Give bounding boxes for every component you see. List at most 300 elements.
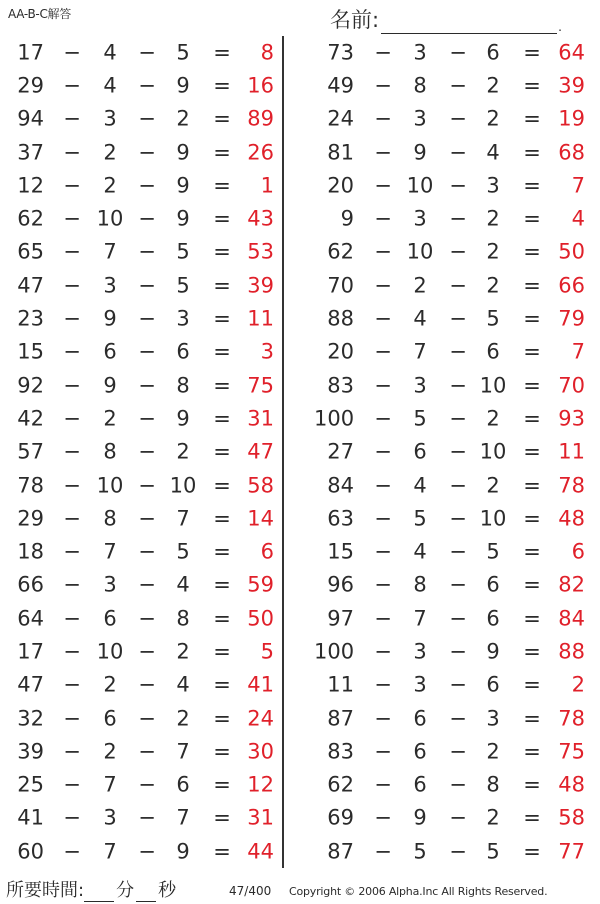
minus-sign: − (63, 239, 81, 264)
minus-sign: − (63, 273, 81, 298)
minuend: 47 (17, 273, 44, 298)
minus-sign: − (63, 173, 81, 198)
minus-sign: − (374, 473, 392, 497)
subtrahend-2: 6 (486, 40, 500, 65)
minus-sign: − (138, 739, 156, 764)
answer: 24 (247, 706, 274, 731)
answer: 50 (558, 239, 585, 264)
equals-sign: = (523, 706, 541, 731)
minuend: 62 (327, 772, 354, 797)
equals-sign: = (213, 306, 231, 331)
minus-sign: − (63, 839, 81, 864)
minus-sign: − (138, 373, 156, 398)
equals-sign: = (523, 140, 541, 165)
minus-sign: − (138, 439, 156, 464)
subtrahend-1: 4 (103, 73, 117, 98)
problem-row (300, 402, 600, 435)
problem-row (0, 69, 282, 102)
answer: 77 (558, 839, 585, 864)
problem-row (300, 436, 600, 469)
problem-row (300, 835, 600, 868)
problem-row (0, 535, 282, 568)
minuend: 100 (314, 406, 355, 431)
equals-sign: = (213, 672, 231, 697)
answer: 64 (558, 40, 585, 65)
minuend: 29 (17, 506, 44, 531)
minuend: 17 (17, 40, 44, 65)
subtrahend-1: 9 (103, 306, 117, 331)
minus-sign: − (374, 140, 392, 165)
subtrahend-2: 5 (486, 539, 500, 564)
subtrahend-1: 2 (413, 273, 427, 298)
minuend: 15 (327, 539, 354, 564)
subtrahend-1: 4 (413, 473, 427, 497)
equals-sign: = (213, 73, 231, 98)
minus-sign: − (63, 140, 81, 165)
minus-sign: − (63, 672, 81, 697)
problem-row (300, 136, 600, 169)
subtrahend-1: 3 (413, 40, 427, 65)
answer: 93 (558, 406, 585, 431)
equals-sign: = (213, 239, 231, 264)
subtrahend-1: 3 (103, 273, 117, 298)
answer: 2 (571, 672, 585, 697)
problem-row (300, 702, 600, 735)
subtrahend-1: 4 (103, 40, 117, 65)
answer: 39 (247, 273, 274, 298)
seconds-unit: 秒 (158, 880, 177, 901)
problem-row (300, 269, 600, 302)
minuend: 66 (17, 572, 44, 597)
equals-sign: = (523, 406, 541, 431)
minuend: 73 (327, 40, 354, 65)
minus-sign: − (138, 273, 156, 298)
subtrahend-1: 3 (103, 106, 117, 131)
minuend: 64 (17, 606, 44, 631)
subtrahend-2: 6 (486, 672, 500, 697)
equals-sign: = (213, 506, 231, 531)
minus-sign: − (449, 140, 467, 165)
subtrahend-1: 3 (413, 106, 427, 131)
problem-row (0, 569, 282, 602)
equals-sign: = (523, 339, 541, 364)
minus-sign: − (374, 706, 392, 731)
minus-sign: − (138, 239, 156, 264)
minus-sign: − (374, 506, 392, 531)
problem-row (300, 336, 600, 369)
minuend: 83 (327, 739, 354, 764)
answer: 89 (247, 106, 274, 131)
equals-sign: = (213, 439, 231, 464)
problem-row (300, 669, 600, 702)
subtrahend-2: 10 (479, 506, 507, 531)
column-divider (282, 36, 284, 868)
answer: 11 (247, 306, 274, 331)
equals-sign: = (523, 473, 541, 497)
minus-sign: − (374, 40, 392, 65)
answer: 47 (247, 439, 274, 464)
problem-row (0, 136, 282, 169)
subtrahend-1: 5 (413, 839, 427, 864)
equals-sign: = (213, 473, 231, 497)
problem-row (0, 702, 282, 735)
minus-sign: − (449, 839, 467, 864)
subtrahend-1: 10 (96, 473, 124, 497)
problem-row (300, 302, 600, 335)
equals-sign: = (213, 539, 231, 564)
minus-sign: − (63, 606, 81, 631)
minus-sign: − (449, 506, 467, 531)
minus-sign: − (449, 572, 467, 597)
minus-sign: − (449, 106, 467, 131)
subtrahend-2: 5 (486, 839, 500, 864)
equals-sign: = (523, 73, 541, 98)
subtrahend-2: 9 (176, 406, 190, 431)
subtrahend-2: 3 (486, 706, 500, 731)
subtrahend-1: 7 (103, 772, 117, 797)
equals-sign: = (523, 639, 541, 664)
right-problem-column (300, 36, 600, 868)
seconds-blank (136, 883, 156, 902)
minus-sign: − (374, 173, 392, 198)
minus-sign: − (138, 639, 156, 664)
minuend: 32 (17, 706, 44, 731)
subtrahend-1: 2 (103, 672, 117, 697)
subtrahend-1: 6 (103, 606, 117, 631)
subtrahend-2: 10 (169, 473, 197, 497)
subtrahend-2: 2 (486, 106, 500, 131)
subtrahend-2: 7 (176, 739, 190, 764)
subtrahend-1: 6 (413, 739, 427, 764)
equals-sign: = (213, 106, 231, 131)
problem-row (0, 802, 282, 835)
minus-sign: − (138, 706, 156, 731)
minuend: 62 (17, 206, 44, 231)
answer: 59 (247, 572, 274, 597)
minus-sign: − (138, 606, 156, 631)
answer: 75 (247, 373, 274, 398)
subtrahend-1: 2 (103, 406, 117, 431)
minuend: 42 (17, 406, 44, 431)
minus-sign: − (449, 173, 467, 198)
subtrahend-2: 2 (176, 639, 190, 664)
problem-row (300, 735, 600, 768)
minus-sign: − (374, 805, 392, 830)
minus-sign: − (374, 839, 392, 864)
equals-sign: = (523, 439, 541, 464)
minus-sign: − (138, 539, 156, 564)
answer: 78 (558, 706, 585, 731)
subtrahend-1: 8 (413, 73, 427, 98)
minus-sign: − (449, 439, 467, 464)
subtrahend-2: 2 (486, 473, 500, 497)
problem-row (0, 302, 282, 335)
minuend: 24 (327, 106, 354, 131)
minus-sign: − (449, 40, 467, 65)
minuend: 62 (327, 239, 354, 264)
equals-sign: = (213, 805, 231, 830)
minus-sign: − (449, 239, 467, 264)
subtrahend-1: 2 (103, 140, 117, 165)
minus-sign: − (374, 406, 392, 431)
subtrahend-1: 10 (96, 206, 124, 231)
minus-sign: − (449, 739, 467, 764)
minus-sign: − (449, 639, 467, 664)
equals-sign: = (213, 373, 231, 398)
answer: 7 (571, 339, 585, 364)
equals-sign: = (213, 739, 231, 764)
answer: 41 (247, 672, 274, 697)
subtrahend-1: 4 (413, 306, 427, 331)
subtrahend-1: 3 (413, 206, 427, 231)
subtrahend-2: 8 (176, 606, 190, 631)
problem-row (300, 69, 600, 102)
subtrahend-1: 3 (413, 373, 427, 398)
equals-sign: = (213, 339, 231, 364)
minuend: 96 (327, 572, 354, 597)
minuend: 47 (17, 672, 44, 697)
subtrahend-2: 2 (486, 739, 500, 764)
answer: 6 (260, 539, 274, 564)
subtrahend-2: 9 (176, 140, 190, 165)
answer: 75 (558, 739, 585, 764)
problem-row (300, 635, 600, 668)
minus-sign: − (138, 106, 156, 131)
answer: 78 (558, 473, 585, 497)
minus-sign: − (138, 206, 156, 231)
answer: 53 (247, 239, 274, 264)
problem-row (0, 602, 282, 635)
minus-sign: − (63, 473, 81, 497)
problem-row (0, 835, 282, 868)
minus-sign: − (138, 506, 156, 531)
answer: 12 (247, 772, 274, 797)
equals-sign: = (213, 572, 231, 597)
minuend: 63 (327, 506, 354, 531)
minuend: 92 (17, 373, 44, 398)
minus-sign: − (63, 772, 81, 797)
subtrahend-1: 8 (103, 506, 117, 531)
time-label: 所要時間: (6, 880, 85, 901)
subtrahend-2: 2 (176, 106, 190, 131)
name-field-line (381, 15, 557, 34)
minuend: 70 (327, 273, 354, 298)
minus-sign: − (63, 639, 81, 664)
problem-row (0, 769, 282, 802)
minuend: 87 (327, 706, 354, 731)
answer: 3 (260, 339, 274, 364)
subtrahend-1: 2 (103, 739, 117, 764)
subtrahend-2: 6 (486, 339, 500, 364)
problem-row (0, 169, 282, 202)
minus-sign: − (449, 339, 467, 364)
equals-sign: = (213, 839, 231, 864)
answer: 26 (247, 140, 274, 165)
name-dot: . (558, 20, 562, 34)
subtrahend-2: 4 (176, 572, 190, 597)
equals-sign: = (213, 772, 231, 797)
subtrahend-1: 6 (413, 439, 427, 464)
equals-sign: = (523, 672, 541, 697)
subtrahend-2: 10 (479, 439, 507, 464)
minus-sign: − (63, 572, 81, 597)
equals-sign: = (523, 273, 541, 298)
answer: 70 (558, 373, 585, 398)
subtrahend-1: 9 (413, 805, 427, 830)
minus-sign: − (63, 739, 81, 764)
answer: 84 (558, 606, 585, 631)
subtrahend-2: 3 (486, 173, 500, 198)
minutes-blank (84, 883, 114, 902)
subtrahend-1: 10 (96, 639, 124, 664)
minuend: 94 (17, 106, 44, 131)
minuend: 78 (17, 473, 44, 497)
minuend: 23 (17, 306, 44, 331)
problem-row (300, 502, 600, 535)
subtrahend-2: 9 (486, 639, 500, 664)
minus-sign: − (449, 772, 467, 797)
minuend: 84 (327, 473, 354, 497)
problem-row (0, 469, 282, 502)
subtrahend-2: 7 (176, 506, 190, 531)
minus-sign: − (374, 439, 392, 464)
answer: 8 (260, 40, 274, 65)
minus-sign: − (138, 672, 156, 697)
minuend: 88 (327, 306, 354, 331)
minuend: 60 (17, 839, 44, 864)
equals-sign: = (523, 106, 541, 131)
answer: 50 (247, 606, 274, 631)
problem-row (0, 36, 282, 69)
answer: 5 (260, 639, 274, 664)
answer: 7 (571, 173, 585, 198)
equals-sign: = (523, 506, 541, 531)
minus-sign: − (449, 805, 467, 830)
answer: 82 (558, 572, 585, 597)
minus-sign: − (63, 805, 81, 830)
problem-row (300, 769, 600, 802)
subtrahend-2: 10 (479, 373, 507, 398)
time-required (6, 876, 178, 902)
minus-sign: − (63, 373, 81, 398)
minus-sign: − (374, 206, 392, 231)
minus-sign: − (63, 406, 81, 431)
answer: 39 (558, 73, 585, 98)
minuend: 87 (327, 839, 354, 864)
subtrahend-1: 9 (103, 373, 117, 398)
minus-sign: − (138, 572, 156, 597)
problem-row (0, 236, 282, 269)
minus-sign: − (63, 306, 81, 331)
subtrahend-1: 3 (103, 572, 117, 597)
problem-row (0, 502, 282, 535)
minuend: 39 (17, 739, 44, 764)
minus-sign: − (138, 339, 156, 364)
left-problem-column (0, 36, 282, 868)
subtrahend-1: 7 (103, 839, 117, 864)
equals-sign: = (523, 173, 541, 198)
answer: 16 (247, 73, 274, 98)
equals-sign: = (213, 206, 231, 231)
answer: 4 (571, 206, 585, 231)
minuend: 17 (17, 639, 44, 664)
minuend: 11 (327, 672, 354, 697)
problem-row (0, 202, 282, 235)
minus-sign: − (138, 173, 156, 198)
subtrahend-2: 2 (486, 406, 500, 431)
subtrahend-2: 2 (486, 73, 500, 98)
equals-sign: = (213, 40, 231, 65)
minus-sign: − (138, 473, 156, 497)
subtrahend-1: 6 (413, 772, 427, 797)
copyright-notice: Copyright © 2006 Alpha.Inc All Rights Reserved. (289, 885, 548, 898)
minus-sign: − (449, 406, 467, 431)
subtrahend-2: 8 (176, 373, 190, 398)
answer: 48 (558, 772, 585, 797)
subtrahend-1: 7 (103, 239, 117, 264)
minuend: 27 (327, 439, 354, 464)
subtrahend-1: 9 (413, 140, 427, 165)
subtrahend-2: 6 (176, 772, 190, 797)
problem-row (0, 635, 282, 668)
subtrahend-2: 8 (486, 772, 500, 797)
subtrahend-1: 7 (103, 539, 117, 564)
problem-row (0, 436, 282, 469)
subtrahend-2: 9 (176, 206, 190, 231)
minus-sign: − (374, 739, 392, 764)
subtrahend-2: 9 (176, 839, 190, 864)
problem-row (0, 402, 282, 435)
minus-sign: − (138, 40, 156, 65)
subtrahend-2: 5 (176, 273, 190, 298)
problem-row (300, 36, 600, 69)
answer: 11 (558, 439, 585, 464)
subtrahend-2: 5 (176, 539, 190, 564)
minus-sign: − (374, 606, 392, 631)
equals-sign: = (523, 572, 541, 597)
minus-sign: − (449, 373, 467, 398)
equals-sign: = (523, 539, 541, 564)
minuend: 20 (327, 173, 354, 198)
equals-sign: = (523, 839, 541, 864)
answer: 88 (558, 639, 585, 664)
equals-sign: = (213, 406, 231, 431)
minuend: 15 (17, 339, 44, 364)
subtrahend-2: 9 (176, 173, 190, 198)
problem-row (300, 602, 600, 635)
minus-sign: − (374, 306, 392, 331)
minuend: 83 (327, 373, 354, 398)
minus-sign: − (138, 406, 156, 431)
problem-row (0, 336, 282, 369)
minus-sign: − (63, 106, 81, 131)
equals-sign: = (213, 140, 231, 165)
minus-sign: − (449, 606, 467, 631)
minus-sign: − (63, 73, 81, 98)
subtrahend-2: 4 (486, 140, 500, 165)
problem-row (300, 802, 600, 835)
equals-sign: = (213, 639, 231, 664)
problem-row (300, 202, 600, 235)
subtrahend-1: 6 (103, 706, 117, 731)
minuend: 37 (17, 140, 44, 165)
subtrahend-1: 5 (413, 506, 427, 531)
subtrahend-1: 2 (103, 173, 117, 198)
minuend: 65 (17, 239, 44, 264)
subtrahend-1: 3 (413, 672, 427, 697)
minus-sign: − (449, 706, 467, 731)
equals-sign: = (523, 206, 541, 231)
